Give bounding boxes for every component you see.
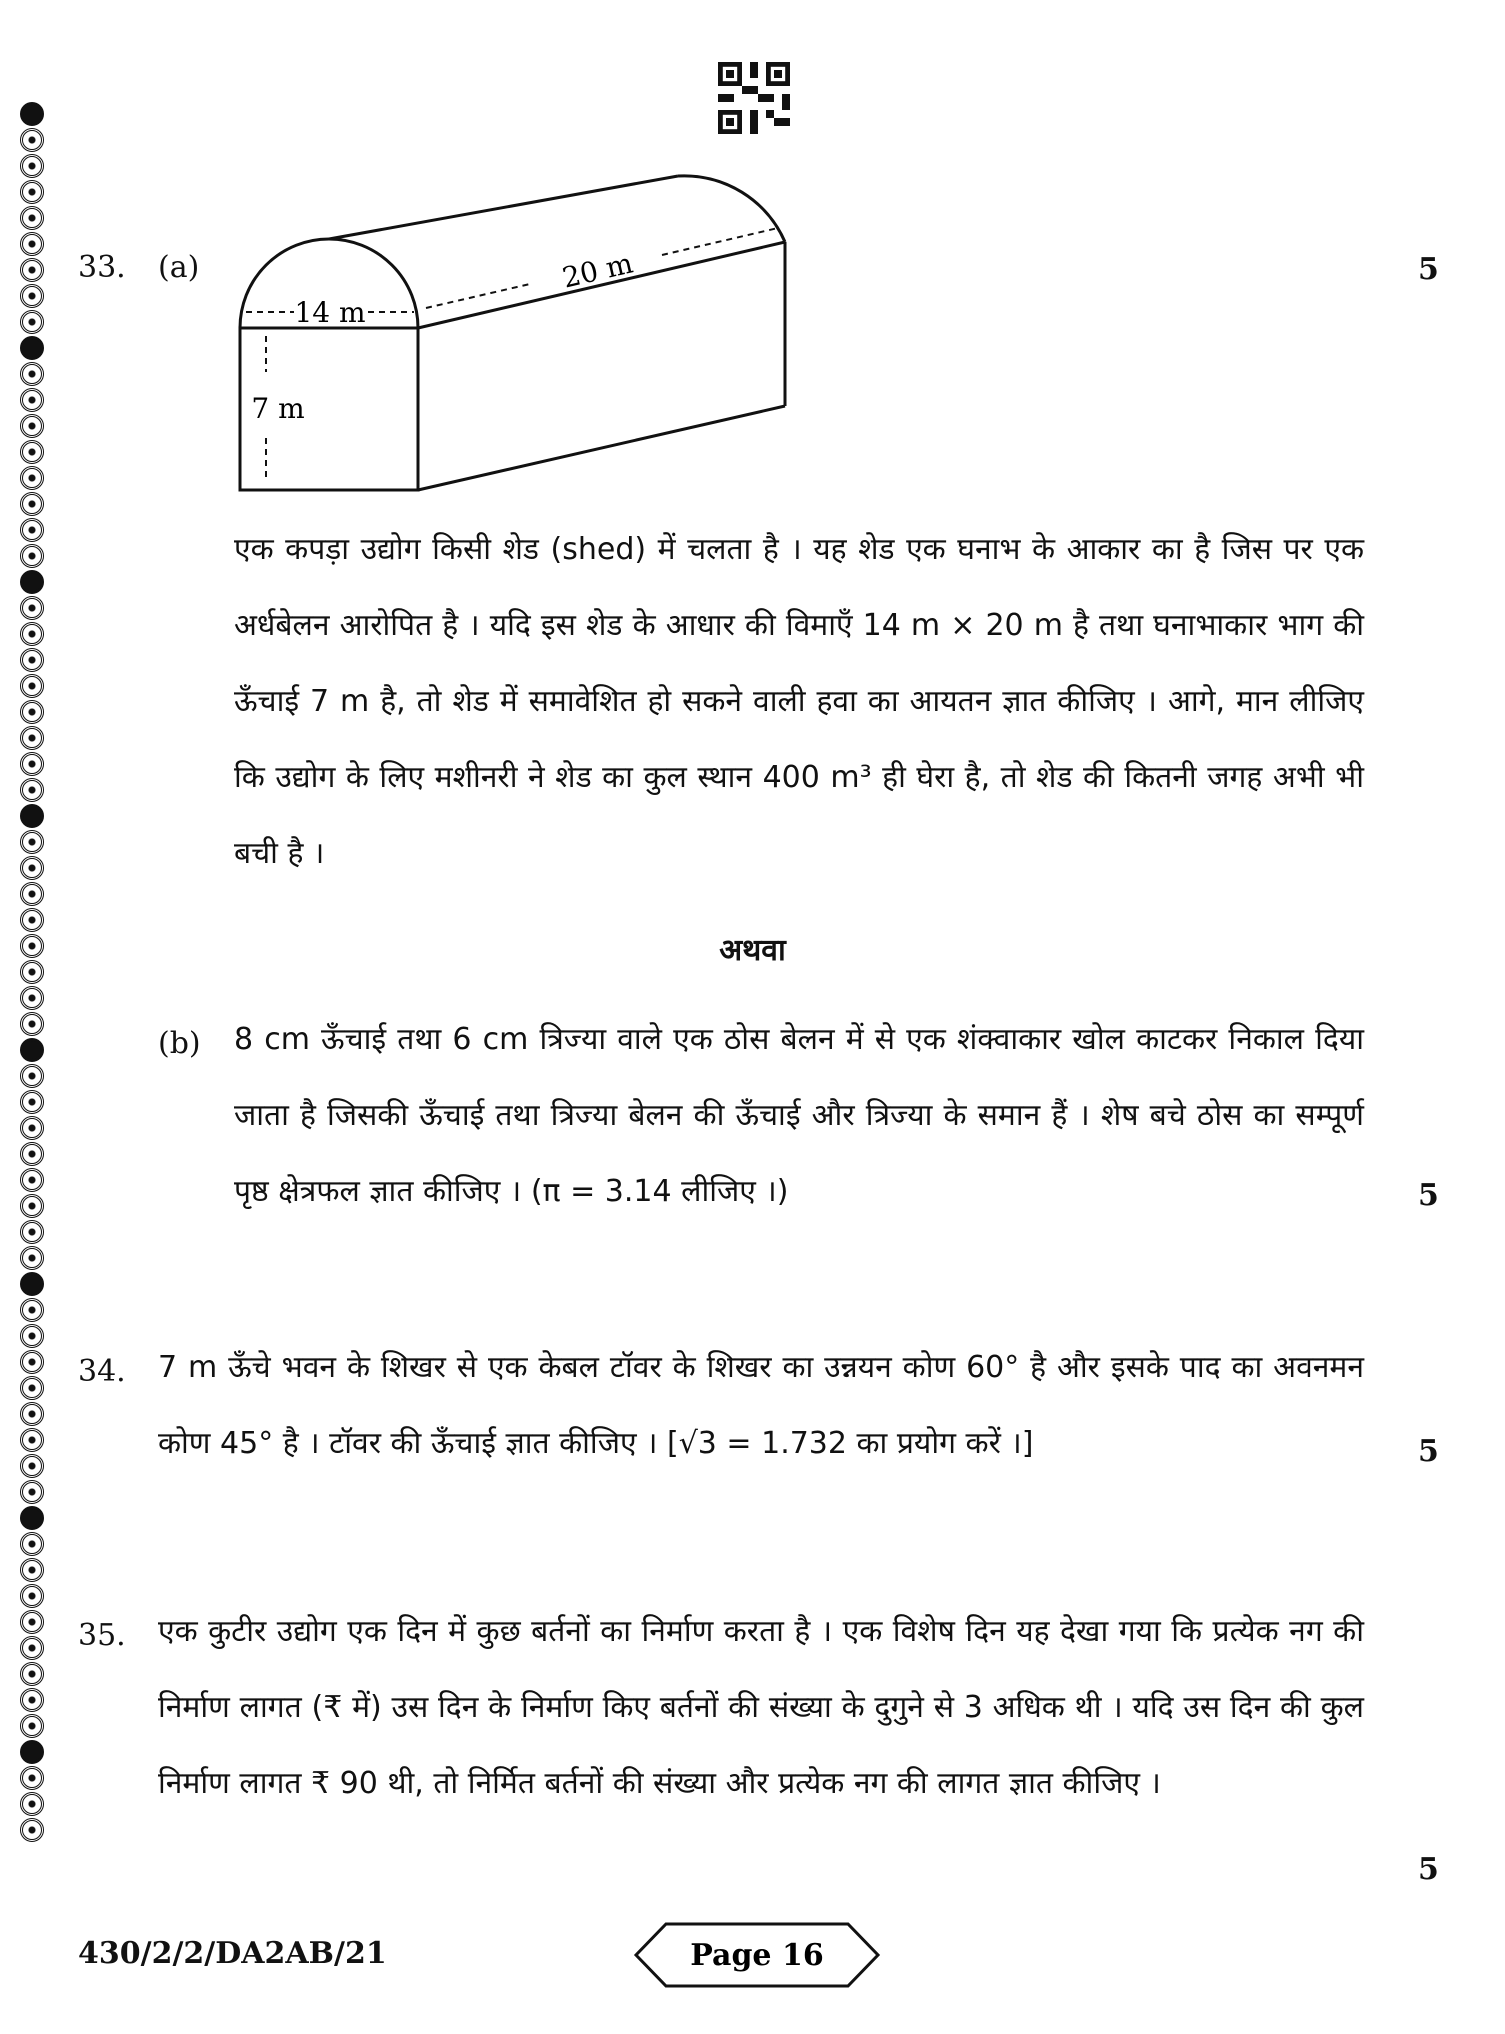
page-number-badge [632, 1920, 882, 1990]
margin-ring [20, 882, 44, 906]
margin-ring [20, 570, 44, 594]
margin-ring [20, 752, 44, 776]
margin-ring [20, 206, 44, 230]
q34-text: 7 m ऊँचे भवन के शिखर से एक केबल टॉवर के शिखर का उन्नयन कोण 60° है और इसके पाद का अवनमन कोण 45° है । टॉवर की ऊँचाई ज्ञात कीजिए । [√3 = 1.732 का प्रयोग करें ।] [158, 1350, 1364, 1461]
margin-ring [20, 1168, 44, 1192]
margin-ring [20, 1298, 44, 1322]
margin-ring [20, 284, 44, 308]
margin-ring [20, 128, 44, 152]
margin-ring [20, 1064, 44, 1088]
margin-ring [20, 440, 44, 464]
marks-q35: 5 [1418, 1852, 1439, 1887]
margin-ring [20, 1714, 44, 1738]
margin-ring [20, 804, 44, 828]
q33a-text: एक कपड़ा उद्योग किसी शेड (shed) में चलता है । यह शेड एक घनाभ के आकार का है जिस पर एक अर्धबेलन आरोपित है । यदि इस शेड के आधार की विमाएँ 14 m × 20 m है तथा घनाभाकार भाग की ऊँचाई 7 m है, तो शेड में समावेशित हो सकने वाली हवा का आयतन ज्ञात कीजिए । आगे, मान लीजिए कि उद्योग के लिए मशीनरी ने शेड का कुल स्थान 400 m³ ही घेरा है, तो शेड की कितनी जगह अभी भी बची है । [234, 532, 1364, 871]
margin-ring [20, 1610, 44, 1634]
margin-ring [20, 830, 44, 854]
margin-ring [20, 674, 44, 698]
margin-ring [20, 414, 44, 438]
question-number-34: 34. [78, 1354, 126, 1389]
margin-ring [20, 1272, 44, 1296]
margin-ring [20, 1636, 44, 1660]
margin-ring [20, 388, 44, 412]
figure-height-label: 7 m [251, 392, 305, 425]
margin-ring [20, 1402, 44, 1426]
margin-ring [20, 518, 44, 542]
margin-ring [20, 622, 44, 646]
margin-ring [20, 466, 44, 490]
margin-ring [20, 1376, 44, 1400]
margin-ring [20, 102, 44, 126]
paper-code: 430/2/2/DA2AB/21 [78, 1936, 387, 1971]
figure-width-label: 14 m [294, 296, 366, 329]
margin-ring [20, 1038, 44, 1062]
marks-q34: 5 [1418, 1434, 1439, 1469]
margin-ring [20, 1090, 44, 1114]
margin-ring [20, 700, 44, 724]
margin-ring [20, 1324, 44, 1348]
margin-ring [20, 1220, 44, 1244]
margin-ring [20, 1532, 44, 1556]
margin-ring [20, 232, 44, 256]
margin-ring [20, 154, 44, 178]
margin-ring [20, 310, 44, 334]
figure-length-label: 20 m [559, 246, 637, 295]
margin-ring [20, 1012, 44, 1036]
margin-ring [20, 1818, 44, 1842]
margin-ring [20, 1454, 44, 1478]
margin-ring [20, 596, 44, 620]
margin-ring [20, 1740, 44, 1764]
or-heading: अथवा [719, 933, 786, 968]
margin-ring [20, 1246, 44, 1270]
q33b-text: 8 cm ऊँचाई तथा 6 cm त्रिज्या वाले एक ठोस बेलन में से एक शंक्वाकार खोल काटकर निकाल दिया जाता है जिसकी ऊँचाई तथा त्रिज्या बेलन की ऊँचाई और त्रिज्या के समान हैं । शेष बचे ठोस का सम्पूर्ण पृष्ठ क्षेत्रफल ज्ञात कीजिए । (π = 3.14 लीजिए ।) [234, 1022, 1364, 1209]
margin-ring [20, 1428, 44, 1452]
marks-q33a: 5 [1418, 252, 1439, 287]
margin-ring [20, 362, 44, 386]
margin-ring [20, 1792, 44, 1816]
marks-q33b: 5 [1418, 1178, 1439, 1213]
margin-ring [20, 1350, 44, 1374]
margin-ring [20, 1766, 44, 1790]
qr-code [718, 62, 790, 134]
q35-text: एक कुटीर उद्योग एक दिन में कुछ बर्तनों का निर्माण करता है । एक विशेष दिन यह देखा गया कि प्रत्येक नग की निर्माण लागत (₹ में) उस दिन के निर्माण किए बर्तनों की संख्या के दुगुने से 3 अधिक थी । यदि उस दिन की कुल निर्माण लागत ₹ 90 थी, तो निर्मित बर्तनों की संख्या और प्रत्येक नग की लागत ज्ञात कीजिए । [158, 1614, 1364, 1801]
margin-ring [20, 1584, 44, 1608]
part-b-label: (b) [158, 1026, 201, 1061]
margin-ring [20, 648, 44, 672]
part-a-label: (a) [158, 250, 200, 285]
margin-ring [20, 544, 44, 568]
margin-ring [20, 1116, 44, 1140]
margin-ring [20, 1662, 44, 1686]
margin-ring [20, 726, 44, 750]
margin-ring [20, 1142, 44, 1166]
margin-ring [20, 1558, 44, 1582]
shed-figure [230, 160, 810, 500]
margin-ring-strip [14, 100, 54, 1844]
page-number: Page 16 [690, 1938, 824, 1973]
margin-ring [20, 856, 44, 880]
margin-ring [20, 1688, 44, 1712]
margin-ring [20, 1480, 44, 1504]
margin-ring [20, 492, 44, 516]
question-number-35: 35. [78, 1618, 126, 1653]
margin-ring [20, 1194, 44, 1218]
margin-ring [20, 258, 44, 282]
margin-ring [20, 1506, 44, 1530]
margin-ring [20, 778, 44, 802]
margin-ring [20, 336, 44, 360]
margin-ring [20, 180, 44, 204]
margin-ring [20, 986, 44, 1010]
question-number-33: 33. [78, 250, 126, 285]
